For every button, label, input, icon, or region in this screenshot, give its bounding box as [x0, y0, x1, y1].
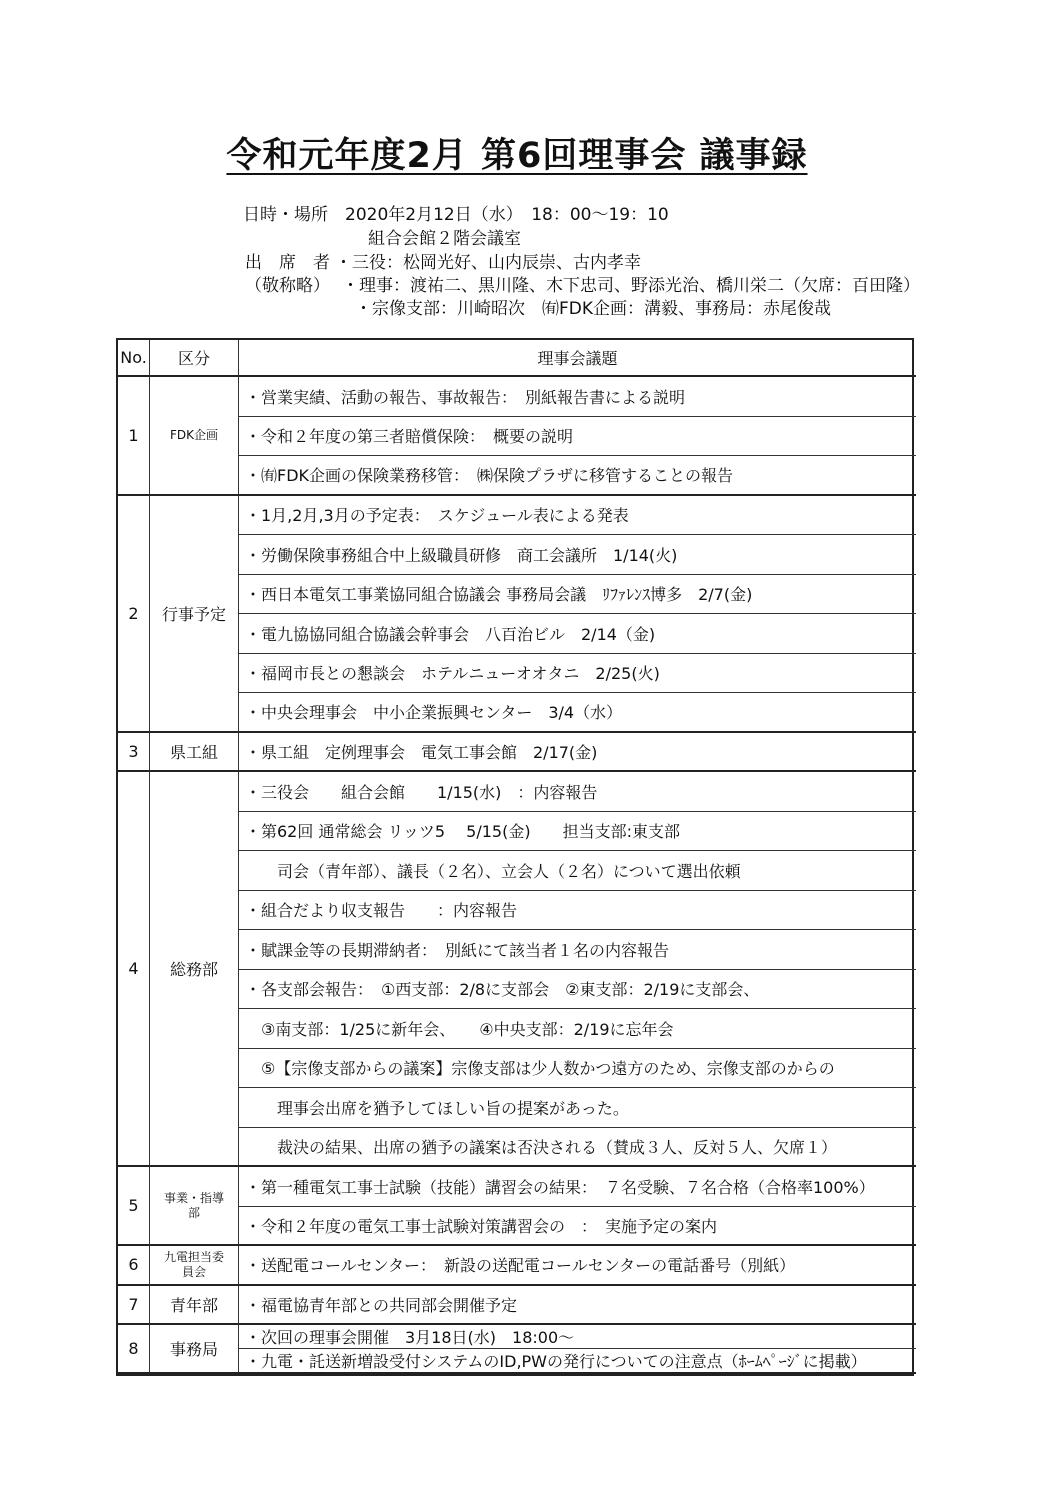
datetime-value: 2020年2月12日（水） 18：00～19：10 — [345, 205, 669, 225]
agenda-item: ・令和２年度の第三者賠償保険： 概要の説明 — [239, 417, 916, 457]
attendees-riji: ・理事：渡祐二、黒川隆、木下忠司、野添光治、橋川栄二（欠席：百田隆） — [342, 276, 920, 296]
header-category: 区分 — [150, 340, 239, 377]
agenda-item: ・1月,2月,3月の予定表： スケジュール表による発表 — [239, 496, 916, 536]
datetime-label: 日時・場所 — [243, 205, 328, 225]
section-number: 5 — [118, 1167, 150, 1246]
agenda-item: ・組合だより収支報告 ：内容報告 — [239, 891, 916, 931]
agenda-item: ・令和２年度の電気工事士試験対策講習会の ： 実施予定の案内 — [239, 1207, 916, 1247]
agenda-item: ・送配電コールセンター： 新設の送配電コールセンターの電話番号（別紙） — [239, 1246, 916, 1286]
agenda-item: ③南支部：1/25に新年会、 ④中央支部：2/19に忘年会 — [239, 1009, 916, 1049]
header-no: No. — [118, 340, 150, 377]
agenda-item: ・県工組 定例理事会 電気工事会館 2/17(金) — [239, 733, 916, 773]
agenda-item: ・賦課金等の長期滞納者： 別紙にて該当者１名の内容報告 — [239, 930, 916, 970]
agenda-item: ・九電・託送新増設受付システムのID,PWの発行についての注意点（ﾎｰﾑﾍﾟｰｼﾞに掲載） — [239, 1349, 916, 1374]
agenda-table — [116, 338, 914, 1376]
agenda-item: 理事会出席を猶予してほしい旨の提案があった。 — [239, 1088, 916, 1128]
section-category: 県工組 — [150, 733, 239, 773]
agenda-item: ・第一種電気工事士試験（技能）講習会の結果： ７名受験、７名合格（合格率100%） — [239, 1167, 916, 1207]
document-title: 令和元年度2月 第6回理事会 議事録 — [226, 136, 808, 176]
agenda-item: ・電九協協同組合協議会幹事会 八百治ビル 2/14（金) — [239, 614, 916, 654]
section-number: 2 — [118, 496, 150, 733]
section-category: 事務局 — [150, 1325, 239, 1374]
honorific-note: （敬称略） — [245, 276, 330, 296]
agenda-item: 司会（青年部）、議長（２名）、立会人（２名）について選出依頼 — [239, 851, 916, 891]
section-number: 4 — [118, 772, 150, 1167]
agenda-item: ・営業実績、活動の報告、事故報告： 別紙報告書による説明 — [239, 377, 916, 417]
agenda-item: ・中央会理事会 中小企業振興センター 3/4（水） — [239, 693, 916, 733]
section-category: 青年部 — [150, 1286, 239, 1326]
section-number: 3 — [118, 733, 150, 773]
agenda-item: 裁決の結果、出席の猶予の議案は否決される（賛成３人、反対５人、欠席１） — [239, 1128, 916, 1168]
meeting-place: 組合会館２階会議室 — [368, 229, 521, 249]
section-number: 7 — [118, 1286, 150, 1326]
section-category: FDK企画 — [150, 377, 239, 496]
section-number: 6 — [118, 1246, 150, 1286]
section-category: 総務部 — [150, 772, 239, 1167]
section-category: 事業・指導部 — [150, 1167, 239, 1246]
agenda-item: ・労働保険事務組合中上級職員研修 商工会議所 1/14(火) — [239, 535, 916, 575]
agenda-item: ・三役会 組合会館 1/15(水) ：内容報告 — [239, 772, 916, 812]
section-category: 行事予定 — [150, 496, 239, 733]
attendees-label: 出 席 者 — [245, 253, 330, 273]
agenda-item: ・㈲FDK企画の保険業務移管： ㈱保険プラザに移管することの報告 — [239, 456, 916, 496]
header-agenda: 理事会議題 — [239, 340, 916, 377]
section-category: 九電担当委員会 — [150, 1246, 239, 1286]
attendees-sanyaku: ・三役：松岡光好、山内辰崇、古内孝幸 — [335, 253, 641, 273]
agenda-item: ・第62回 通常総会 リッツ5 5/15(金) 担当支部:東支部 — [239, 812, 916, 852]
agenda-item: ・西日本電気工事業協同組合協議会 事務局会議 ﾘﾌｧﾚﾝｽ博多 2/7(金) — [239, 575, 916, 615]
agenda-item: ⑤【宗像支部からの議案】宗像支部は少人数かつ遠方のため、宗像支部のからの — [239, 1049, 916, 1089]
attendees-other: ・宗像支部：川崎昭次 ㈲FDK企画：溝毅、事務局：赤尾俊哉 — [355, 299, 832, 319]
agenda-item: ・福電協青年部との共同部会開催予定 — [239, 1286, 916, 1326]
agenda-item: ・次回の理事会開催 3月18日(水) 18:00～ — [239, 1325, 916, 1349]
agenda-item: ・各支部会報告： ①西支部：2/8に支部会 ②東支部：2/19に支部会、 — [239, 970, 916, 1010]
agenda-item: ・福岡市長との懇談会 ホテルニューオオタニ 2/25(火) — [239, 654, 916, 694]
section-number: 8 — [118, 1325, 150, 1374]
section-number: 1 — [118, 377, 150, 496]
